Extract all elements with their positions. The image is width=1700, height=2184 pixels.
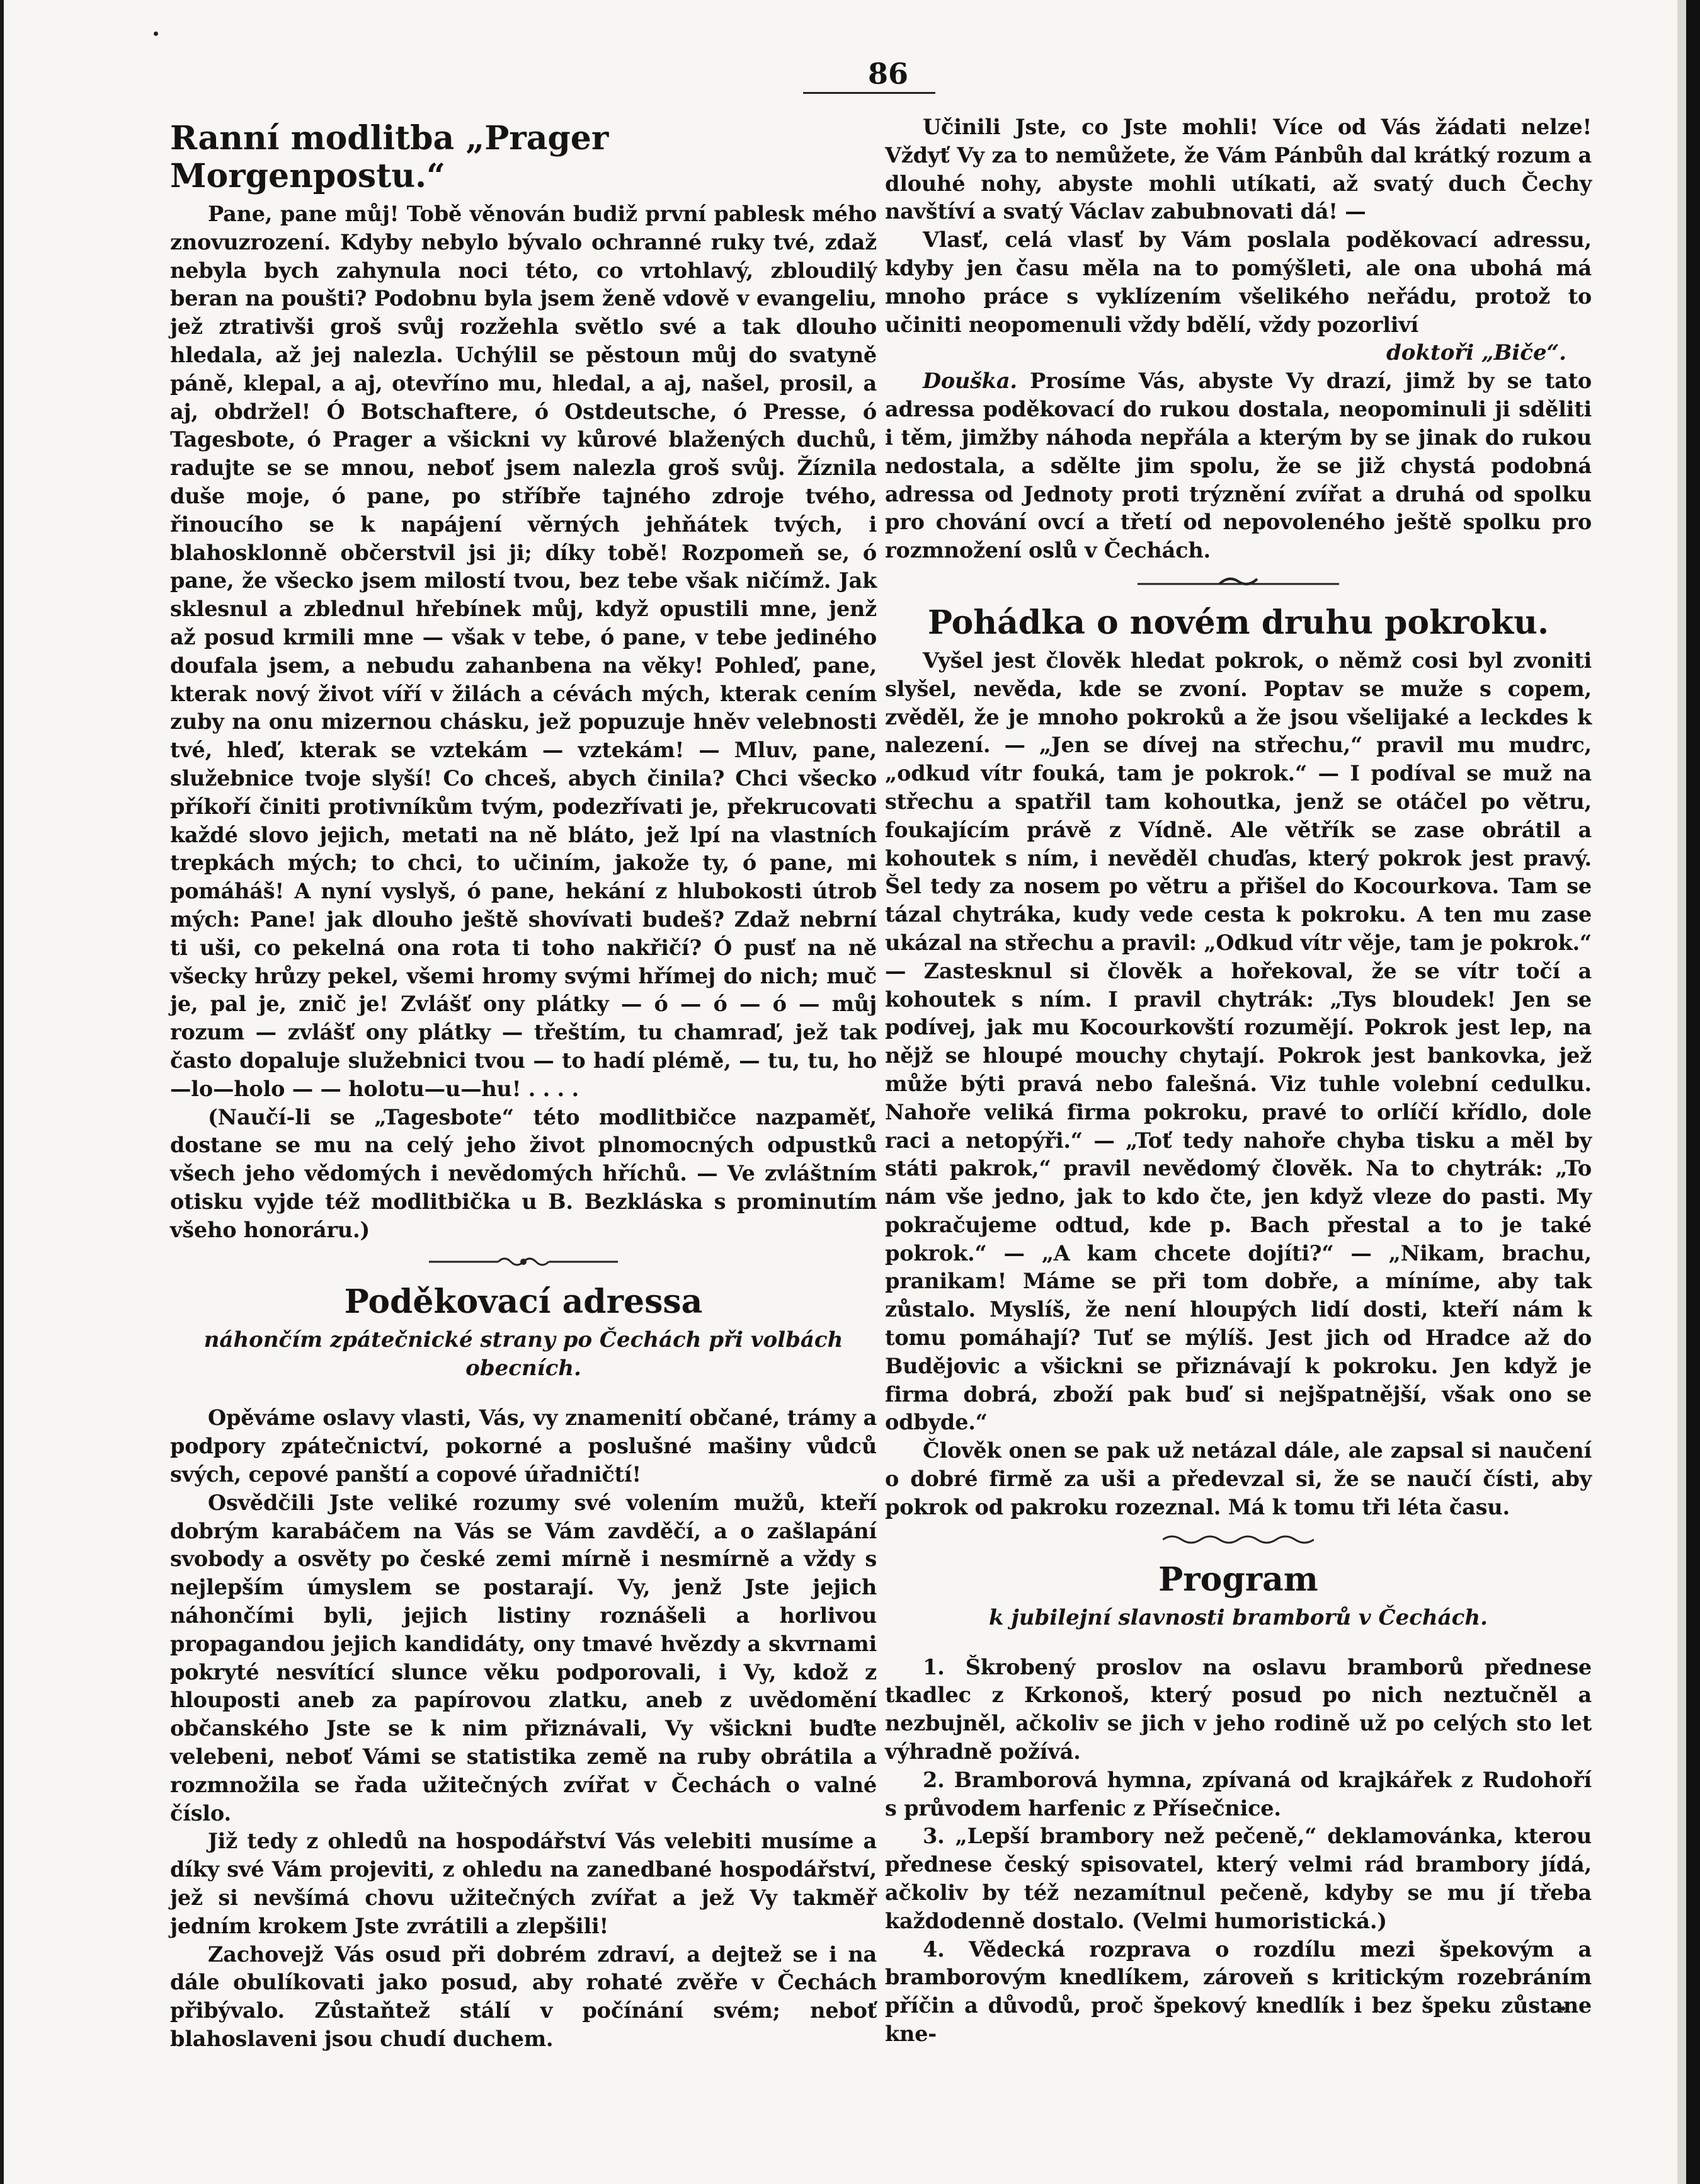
paragraph: Již tedy z ohledů na hospodářství Vás velebiti musíme a díky své Vám projeviti, z ohledu na zanedbané hospodářství, jež si nevšímá chovu užitečných zvířat a jež Vy takměř jedním krokem Jste zvrátili a zlepšili! (170, 1829, 877, 1938)
paragraph: Zachovejž Vás osud při dobrém zdraví, a dejtež se i na dále obulíkovati jako posud, aby rohaté zvěře v Čechách přibývalo. Zůstaňtež stálí v počínání svém; neboť blahoslaveni jsou chudí duchem. (170, 1941, 877, 2052)
paragraph: Osvědčili Jste veliké rozumy své volením mužů, kteří dobrým karabáčem na Vás se Vám zavděčí, a o zašlapání svobody a osvěty po české zemi mírně i nesmírně a vždy s nejlepším úmyslem se postarají. Vy, jenž Jste jejich náhončími byli, jejich listiny roznášeli a horlivou propagandou jejich kandidáty, ony tmavé hvězdy a skvrnami pokryté nesvítící slunce věku podporovali, i Vy, kdož z hlouposti aneb za papírovou zlatku, aneb z uvědomění občanského Jste se k nim přiznávali, Vy všickni buďte velebeni, neboť Vámi se statistika země na ruby obrátila a rozmnožila se řada užitečných zvířat v Čechách o valné číslo. (170, 1490, 877, 1826)
page-right-shadow (1677, 0, 1686, 2184)
program-item: 3. „Lepší brambory než pečeně,“ deklamovánka, kterou přednese český spisovatel, který velmi rád brambory jídá, ačkoliv by též nezamítnul pečeně, kdyby se mu jí třeba každodenně dostalo. (Velmi humoristická.) (885, 1824, 1592, 1933)
postscript-label: Douška. (923, 369, 1017, 394)
article-title-ranni-modlitba: Ranní modlitba „Prager Morgenpostu.“ (170, 119, 609, 195)
left-column (170, 113, 877, 2054)
header-rule (803, 92, 935, 94)
paragraph: Učinili Jste, co Jste mohli! Více od Vás žádati nelze! Vždyť Vy za to nemůžete, že Vám Pánbůh dal krátký rozum a dlouhé nohy, abyste mohli utíkati, až svatý duch Čechy navštíví a svatý Václav zabubnovati dá! — (885, 115, 1592, 224)
page-right-edge (1686, 0, 1700, 2184)
signature: doktoři „Biče“. (1386, 340, 1566, 366)
paragraph: Vyšel jest člověk hledat pokrok, o němž cosi byl zvoniti slyšel, nevěda, kde se zvoní. Poptav se muže s copem, zvěděl, že je mnoho pokroků a že jsou všelijaké a leckdes k nalezení. — „Jen se dívej na střechu,“ pravil mu mudrc, „odkud vítr fouká, tam je pokrok.“ — I podíval se muž na střechu a spatřil tam kohoutka, jenž se otáčel po větru, foukajícím právě z Vídně. Ale větřík se zase obrátil a kohoutek s ním, i nevěděl chuďas, který pokrok jest pravý. Šel tedy za nosem po větru a přišel do Kocourkova. Tam se tázal chytráka, kudy vede cesta k pokroku. A ten mu zase ukázal na střechu a pravil: „Odkud vítr věje, tam je pokrok.“ — Zastesknul si člověk a hořekoval, že se vítr točí a kohoutek s ním. I pravil chytrák: „Tys bloudek! Jen se podívej, jak mu Kocourkovští rozumějí. Pokrok jest lep, na nějž se hloupé mouchy chytají. Pokrok jest bankovka, jež může býti pravá nebo falešná. Viz tuhle volební cedulku. Nahoře veliká firma pokroku, pravé to orlíčí křídlo, dole raci a netopýři.“ — „Toť tedy nahoře chyba tisku a měl by státi pakrok,“ pravil nevědomý člověk. Na to chytrák: „To nám vše jedno, jak to kdo čte, jen když vleze do pasti. My pokračujeme odtud, kde p. Bach přestal a to je také pokrok.“ — „A kam chcete dojíti?“ — „Nikam, brachu, pranikam! Máme se při tom dobře, a míníme, aby tak zůstalo. Myslíš, že není hloupých lidí dosti, kteří nám k tomu pomáhají? Tuť se mýlíš. Jest jich od Hradce až do Budějovic a všickni se přiznávají k pokroku. Jen když je firma dobrá, zboží pak buď si nejšpatnější, však ono se odbyde.“ (885, 648, 1592, 1435)
article-subtitle: náhončím zpátečnické strany po Čechách při volbách obecních. (203, 1327, 843, 1381)
section-ornament (429, 1254, 618, 1269)
right-column (885, 113, 1592, 2049)
article-subtitle: k jubilejní slavnosti bramborů v Čechách. (989, 1604, 1488, 1630)
program-item: 1. Škrobený proslov na oslavu bramborů přednese tkadlec z Krkonoš, který posud po nich neztučněl a nezbujněl, ačkoliv se jich v jeho rodině už po celých sto let výhradně požívá. (885, 1654, 1592, 1764)
program-item: 2. Bramborová hymna, zpívaná od krajkářek z Rudohoří s průvodem harfenic z Přísečnice. (885, 1767, 1592, 1821)
article-title-podekovaci-adressa: Poděkovací adressa (344, 1283, 703, 1322)
section-ornament (1138, 575, 1339, 590)
paragraph: Vlasť, celá vlasť by Vám poslala poděkovací adressu, kdyby jen času měla na to pomýšleti, ale ona ubohá má mnoho práce s vyklízením všelikého neřádu, protož to učiniti neopomenuli vždy bdělí, vždy pozorliví (885, 227, 1592, 337)
page-left-edge (0, 0, 4, 2184)
article-title-program: Program (1158, 1560, 1318, 1599)
paragraph: Opěváme oslavy vlasti, Vás, vy znamenití občané, trámy a podpory zpátečnictví, pokorné a poslušné mašiny vůdců svých, cepové panští a copové úřadničtí! (170, 1405, 877, 1487)
postscript-text: Prosíme Vás, abyste Vy drazí, jimž by se tato adressa poděkovací do rukou dostala, neopominuli ji sděliti i těm, jimžby náhoda nepřála a kterým by se jinak do rukou nedostala, a sdělte jim spolu, že se již chystá podobná adressa od Jednoty proti trýznění zvířat a druhá od spolku pro chování ovcí a třetí od nepovoleného ještě spolku pro rozmnožení oslů v Čechách. (885, 369, 1592, 563)
paragraph: (Naučí-li se „Tagesbote“ této modlitbičce nazpaměť, dostane se mu na celý jeho život plnomocných odpustků všech jeho vědomých i nevědomých hříchů. — Ve zvláštním otisku vyjde též modlitbička u B. Bezkláska s prominutím všeho honoráru.) (170, 1104, 877, 1242)
page-number: 86 (867, 57, 908, 91)
paragraph: Člověk onen se pak už netázal dále, ale zapsal si naučení o dobré firmě za uši a předevzal si, že se naučí čísti, aby pokrok od pakroku rozeznal. Má k tomu tři léta času. (885, 1438, 1592, 1519)
program-item: 4. Vědecká rozprava o rozdílu mezi špekovým a bramborovým knedlíkem, zároveň s kritickým rozebráním příčin a důvodů, proč špekový knedlík i bez špeku zůstane kne- (885, 1936, 1592, 2047)
paragraph: Pane, pane můj! Tobě věnován budiž první pablesk mého znovuzrození. Kdyby nebylo bývalo ochranné ruky tvé, zdaž nebyla bych zahynula noci této, co vrtohlavý, zbloudilý beran na poušti? Podobnu byla jsem ženě vdově v evangeliu, jež ztrativši groš svůj rozžehla světlo své a tak dlouho hledala, až jej nalezla. Uchýlil se pěstoun můj do svatyně páně, klepal, a aj, otevříno mu, hledal, a aj, našel, prosil, a aj, obdržel! Ó Botschaftere, ó Ostdeutsche, ó Presse, ó Tagesbote, ó Prager a všickni vy kůrové blažených duchů, radujte se se mnou, neboť jsem nalezla groš svůj. Žíznila duše moje, ó pane, po stříbře tajného zdroje tvého, řinoucího se k napájení věrných jehňátek tvých, i blahosklonně občerstvil jsi ji; díky tobě! Rozpomeň se, ó pane, že všecko jsem milostí tvou, bez tebe však ničímž. Jak sklesnul a zblednul hřebínek můj, když opustili mne, jenž až posud krmili mne — však v tebe, ó pane, v tebe jediného doufala jsem, a nebudu zahanbena na věky! Pohleď, pane, kterak nový život víří v žilách a cévách mých, kterak cením zuby na onu mizernou chásku, jež popuzuje hněv velebnosti tvé, hleď, kterak se vztekám — vztekám! — Mluv, pane, služebnice tvoje slyší! Co chceš, abych činila? Chci všecko příkoří činiti protivníkům tvým, podezřívati je, překrucovati každé slovo jejich, metati na ně bláto, jež lpí na vlastních trepkách mých; to chci, to učiním, jakože ty, ó pane, mi pomáháš! A nyní vyslyš, ó pane, hekání z hlubokosti útrob mých: Pane! jak dlouho ještě shovívati budeš? Zdaž nebrní ti uši, co pekelná ona rota ti toho nakřičí? Ó pusť na ně všecky hrůzy pekel, všemi hromy svými hřímej do nich; muč je, pal je, znič je! Zvlášť ony plátky — ó — ó — ó — můj rozum — zvlášť ony plátky — třeštím, tu chamraď, jež tak často dopaluje služebnici tvou — to hadí plémě, — tu, tu, ho—lo—holo — — holotu—u—hu! . . . . (170, 202, 877, 1101)
speck (154, 31, 158, 36)
section-ornament (1163, 1532, 1314, 1547)
postscript-paragraph (885, 367, 1592, 565)
article-title-pohadka: Pohádka o novém druhu pokroku. (927, 603, 1549, 642)
